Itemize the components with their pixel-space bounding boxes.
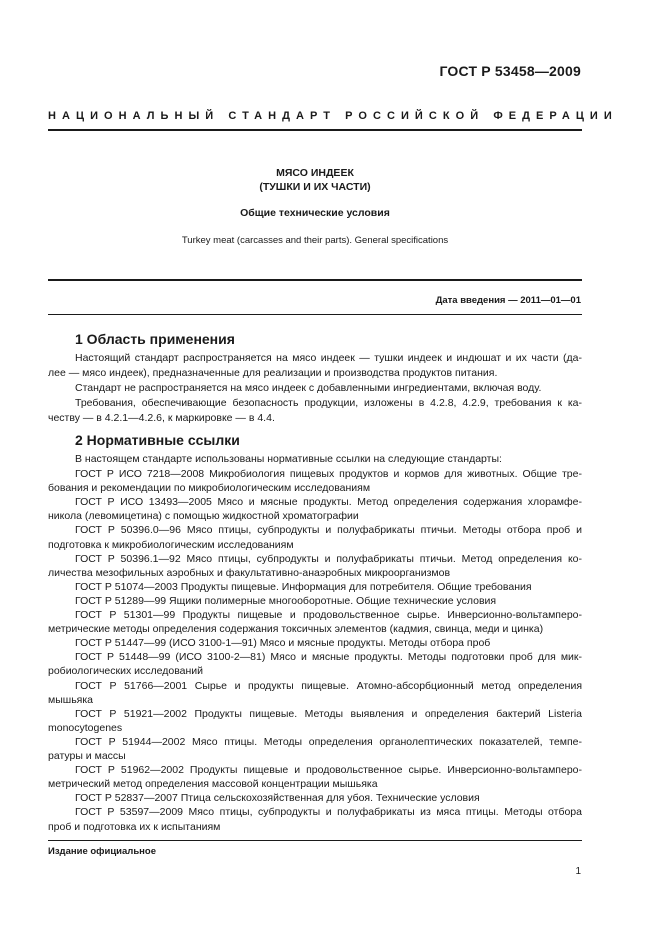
reference-11-line-2: monocytogenes bbox=[48, 721, 123, 734]
section-1-p1-line-1: Настоящий стандарт распространяется на мясо индеек — тушки индеек и индюшат и их части (да- bbox=[75, 352, 582, 364]
national-standard-heading: НАЦИОНАЛЬНЫЙ СТАНДАРТ РОССИЙСКОЙ ФЕДЕРАЦИИ bbox=[48, 110, 618, 122]
official-edition-label: Издание официальное bbox=[48, 846, 156, 857]
header-divider bbox=[48, 129, 582, 131]
general-specifications-title: Общие технические условия bbox=[240, 207, 390, 219]
reference-1-line-1: ГОСТ Р ИСО 7218—2008 Микробиология пищевых продуктов и кормов для животных. Общие тре- bbox=[75, 468, 582, 480]
english-title: Turkey meat (carcasses and their parts). General specifications bbox=[181, 235, 449, 246]
reference-10-line-2: мышьяка bbox=[48, 693, 94, 706]
reference-4-line-2: личества мезофильных аэробных и факультативно-анаэробных микроорганизмов bbox=[48, 566, 451, 579]
title-line-2: (ТУШКИ И ИХ ЧАСТИ) bbox=[259, 181, 371, 193]
reference-13-line-1: ГОСТ Р 51962—2002 Продукты пищевые и продовольственное сырье. Инверсионно-вольтамперо- bbox=[75, 764, 582, 777]
date-divider bbox=[48, 314, 582, 315]
reference-3-line-1: ГОСТ Р 50396.0—96 Мясо птицы, субпродукты и полуфабрикаты птичьи. Методы отбора проб и bbox=[75, 524, 582, 537]
reference-11-line-1: ГОСТ Р 51921—2002 Продукты пищевые. Методы выявления и определения бактерий Listeria bbox=[75, 707, 582, 720]
section-2-heading: 2 Нормативные ссылки bbox=[75, 432, 240, 448]
reference-10-line-1: ГОСТ Р 51766—2001 Сырье и продукты пищевые. Атомно-абсорбционный метод определения bbox=[75, 679, 582, 692]
reference-12-line-2: ратуры и массы bbox=[48, 750, 126, 762]
section-1-p2: Стандарт не распространяется на мясо индеек с добавленными ингредиентами, включая воду. bbox=[75, 382, 542, 394]
reference-12-line-1: ГОСТ Р 51944—2002 Мясо птицы. Методы определения органолептических показателей, темпе- bbox=[75, 735, 582, 748]
reference-13-line-2: метрический метод определения массовой концентрации мышьяка bbox=[48, 778, 378, 791]
section-1-p3-line-2: честву — в 4.2.1—4.2.6, к маркировке — в 4.4. bbox=[48, 412, 275, 424]
footer-divider bbox=[48, 840, 582, 841]
document-code: ГОСТ Р 53458—2009 bbox=[439, 63, 581, 79]
section-1-heading: 1 Область применения bbox=[75, 331, 235, 347]
section-1-p1-line-2: лее — мясо индеек), предназначенные для реализации и производства продуктов питания. bbox=[48, 367, 498, 379]
title-divider bbox=[48, 279, 582, 281]
reference-14: ГОСТ Р 52837—2007 Птица сельскохозяйственная для убоя. Технические условия bbox=[75, 792, 480, 805]
section-1-p3-line-1: Требования, обеспечивающие безопасность продукции, изложены в 4.2.8, 4.2.9, требования к ка- bbox=[75, 397, 582, 409]
reference-3-line-2: подготовка к микробиологическим исследованиям bbox=[48, 538, 294, 551]
title-line-1: МЯСО ИНДЕЕК bbox=[276, 167, 354, 179]
reference-5: ГОСТ Р 51074—2003 Продукты пищевые. Информация для потребителя. Общие требования bbox=[75, 580, 532, 593]
reference-2-line-2: никола (левомицетина) с помощью жидкостной хроматографии bbox=[48, 510, 359, 523]
reference-4-line-1: ГОСТ Р 50396.1—92 Мясо птицы, субпродукты и полуфабрикаты птичьи. Метод определения ко- bbox=[75, 552, 582, 565]
reference-15-line-1: ГОСТ Р 53597—2009 Мясо птицы, субпродукты и полуфабрикаты из мяса птицы. Методы отбора bbox=[75, 806, 582, 819]
reference-15-line-2: проб и подготовка их к испытаниям bbox=[48, 820, 221, 833]
reference-7-line-2: метрические методы определения содержания токсичных элементов (кадмия, свинца, меди и цинка) bbox=[48, 623, 544, 636]
reference-9-line-1: ГОСТ Р 51448—99 (ИСО 3100-2—81) Мясо и мясные продукты. Методы подготовки проб для мик- bbox=[75, 651, 582, 664]
page-number: 1 bbox=[575, 866, 581, 877]
reference-7-line-1: ГОСТ Р 51301—99 Продукты пищевые и продовольственное сырье. Инверсионно-вольтамперо- bbox=[75, 609, 582, 621]
reference-6: ГОСТ Р 51289—99 Ящики полимерные многооборотные. Общие технические условия bbox=[75, 594, 497, 607]
reference-9-line-2: робиологических исследований bbox=[48, 665, 204, 678]
section-2-intro: В настоящем стандарте использованы нормативные ссылки на следующие стандарты: bbox=[75, 453, 502, 465]
introduction-date: Дата введения — 2011—01—01 bbox=[435, 295, 581, 306]
reference-8: ГОСТ Р 51447—99 (ИСО 3100-1—91) Мясо и мясные продукты. Методы отбора проб bbox=[75, 637, 491, 650]
reference-2-line-1: ГОСТ Р ИСО 13493—2005 Мясо и мясные продукты. Метод определения содержания хлорамфе- bbox=[75, 496, 582, 509]
reference-1-line-2: бования и рекомендации по микробиологическим исследованиям bbox=[48, 482, 371, 495]
